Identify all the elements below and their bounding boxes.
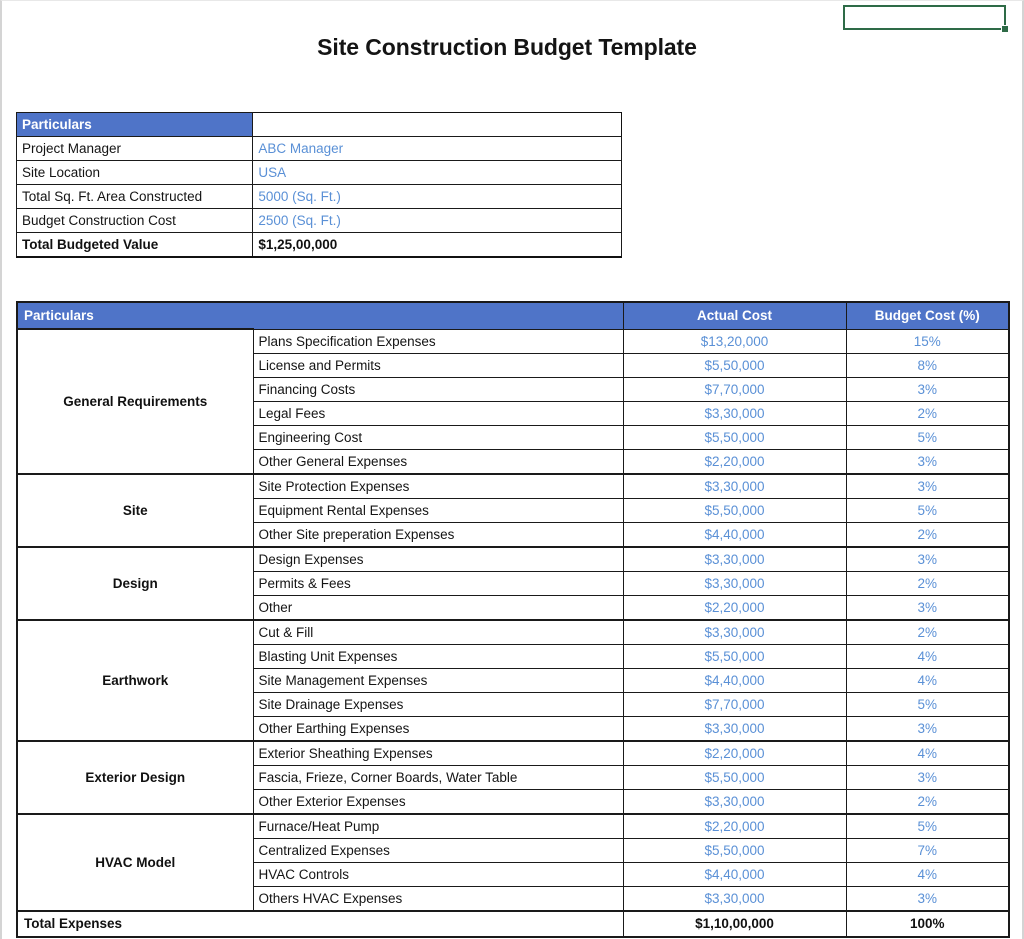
budget-cost-cell[interactable]: 5% <box>846 498 1009 522</box>
info-value-cell[interactable]: $1,25,00,000 <box>253 233 622 257</box>
actual-cost-cell[interactable]: $2,20,000 <box>623 449 846 474</box>
item-name-cell[interactable]: Site Protection Expenses <box>253 474 623 499</box>
info-label-cell[interactable]: Budget Construction Cost <box>17 209 253 233</box>
info-value-cell[interactable]: USA <box>253 161 622 185</box>
budget-cost-cell[interactable]: 3% <box>846 377 1009 401</box>
info-header-row <box>17 113 622 137</box>
table-row <box>17 329 1009 353</box>
total-budget-cost-cell[interactable]: 100% <box>846 911 1009 937</box>
item-name-cell[interactable]: Other General Expenses <box>253 449 623 474</box>
actual-cost-cell[interactable]: $3,30,000 <box>623 716 846 741</box>
group-label-cell[interactable]: Exterior Design <box>17 741 253 814</box>
info-header-particulars[interactable]: Particulars <box>17 113 253 137</box>
actual-cost-cell[interactable]: $5,50,000 <box>623 353 846 377</box>
budget-cost-cell[interactable]: 3% <box>846 765 1009 789</box>
item-name-cell[interactable]: Other Earthing Expenses <box>253 716 623 741</box>
info-table-bottom-rule <box>16 256 622 258</box>
actual-cost-cell[interactable]: $3,30,000 <box>623 474 846 499</box>
total-actual-cost-cell[interactable]: $1,10,00,000 <box>623 911 846 937</box>
budget-cost-cell[interactable]: 4% <box>846 668 1009 692</box>
actual-cost-cell[interactable]: $3,30,000 <box>623 620 846 645</box>
table-row <box>17 814 1009 839</box>
budget-breakdown-table <box>16 301 1010 938</box>
active-cell-selection[interactable] <box>843 5 1006 30</box>
budget-cost-cell[interactable]: 3% <box>846 886 1009 911</box>
info-row <box>17 137 622 161</box>
table-row <box>17 547 1009 572</box>
actual-cost-cell[interactable]: $7,70,000 <box>623 377 846 401</box>
column-header-budget-cost[interactable]: Budget Cost (%) <box>846 302 1009 329</box>
table-row <box>17 741 1009 766</box>
item-name-cell[interactable]: Other Exterior Expenses <box>253 789 623 814</box>
item-name-cell[interactable]: Financing Costs <box>253 377 623 401</box>
item-name-cell[interactable]: Design Expenses <box>253 547 623 572</box>
item-name-cell[interactable]: Equipment Rental Expenses <box>253 498 623 522</box>
item-name-cell[interactable]: Furnace/Heat Pump <box>253 814 623 839</box>
info-row <box>17 185 622 209</box>
budget-cost-cell[interactable]: 2% <box>846 571 1009 595</box>
actual-cost-cell[interactable]: $5,50,000 <box>623 498 846 522</box>
table-row <box>17 620 1009 645</box>
item-name-cell[interactable]: Other <box>253 595 623 620</box>
budget-cost-cell[interactable]: 5% <box>846 425 1009 449</box>
budget-cost-cell[interactable]: 8% <box>846 353 1009 377</box>
budget-cost-cell[interactable]: 5% <box>846 814 1009 839</box>
item-name-cell[interactable]: HVAC Controls <box>253 862 623 886</box>
info-label-cell[interactable]: Project Manager <box>17 137 253 161</box>
actual-cost-cell[interactable]: $3,30,000 <box>623 547 846 572</box>
actual-cost-cell[interactable]: $2,20,000 <box>623 595 846 620</box>
actual-cost-cell[interactable]: $3,30,000 <box>623 789 846 814</box>
group-label-cell[interactable]: HVAC Model <box>17 814 253 911</box>
actual-cost-cell[interactable]: $7,70,000 <box>623 692 846 716</box>
item-name-cell[interactable]: Legal Fees <box>253 401 623 425</box>
group-label-cell[interactable]: Earthwork <box>17 620 253 741</box>
info-value-cell[interactable]: 2500 (Sq. Ft.) <box>253 209 622 233</box>
fill-handle[interactable] <box>1001 25 1009 33</box>
item-name-cell[interactable]: Site Drainage Expenses <box>253 692 623 716</box>
actual-cost-cell[interactable]: $3,30,000 <box>623 571 846 595</box>
budget-cost-cell[interactable]: 3% <box>846 595 1009 620</box>
budget-cost-cell[interactable]: 2% <box>846 522 1009 547</box>
budget-cost-cell[interactable]: 3% <box>846 449 1009 474</box>
budget-cost-cell[interactable]: 3% <box>846 474 1009 499</box>
info-row <box>17 233 622 257</box>
item-name-cell[interactable]: Exterior Sheathing Expenses <box>253 741 623 766</box>
actual-cost-cell[interactable]: $5,50,000 <box>623 644 846 668</box>
group-label-cell[interactable]: Design <box>17 547 253 620</box>
budget-table-header-row <box>17 302 1009 329</box>
budget-cost-cell[interactable]: 2% <box>846 789 1009 814</box>
item-name-cell[interactable]: Cut & Fill <box>253 620 623 645</box>
actual-cost-cell[interactable]: $3,30,000 <box>623 886 846 911</box>
column-header-particulars[interactable]: Particulars <box>17 302 623 329</box>
actual-cost-cell[interactable]: $4,40,000 <box>623 862 846 886</box>
item-name-cell[interactable]: Other Site preperation Expenses <box>253 522 623 547</box>
budget-cost-cell[interactable]: 3% <box>846 716 1009 741</box>
total-expenses-row <box>17 911 1009 937</box>
info-label-cell[interactable]: Site Location <box>17 161 253 185</box>
info-value-cell[interactable]: ABC Manager <box>253 137 622 161</box>
budget-cost-cell[interactable]: 2% <box>846 620 1009 645</box>
actual-cost-cell[interactable]: $5,50,000 <box>623 425 846 449</box>
actual-cost-cell[interactable]: $5,50,000 <box>623 765 846 789</box>
info-row <box>17 209 622 233</box>
actual-cost-cell[interactable]: $4,40,000 <box>623 522 846 547</box>
actual-cost-cell[interactable]: $2,20,000 <box>623 814 846 839</box>
item-name-cell[interactable]: Site Management Expenses <box>253 668 623 692</box>
budget-cost-cell[interactable]: 4% <box>846 741 1009 766</box>
page-title: Site Construction Budget Template <box>317 34 697 60</box>
info-label-cell[interactable]: Total Sq. Ft. Area Constructed <box>17 185 253 209</box>
info-label-cell[interactable]: Total Budgeted Value <box>17 233 253 257</box>
budget-cost-cell[interactable]: 4% <box>846 644 1009 668</box>
total-label-cell[interactable]: Total Expenses <box>17 911 623 937</box>
item-name-cell[interactable]: Centralized Expenses <box>253 838 623 862</box>
item-name-cell[interactable]: Engineering Cost <box>253 425 623 449</box>
column-header-actual-cost[interactable]: Actual Cost <box>623 302 846 329</box>
project-info-table <box>16 112 622 257</box>
budget-cost-cell[interactable]: 3% <box>846 547 1009 572</box>
item-name-cell[interactable]: Others HVAC Expenses <box>253 886 623 911</box>
actual-cost-cell[interactable]: $13,20,000 <box>623 329 846 353</box>
actual-cost-cell[interactable]: $4,40,000 <box>623 668 846 692</box>
info-header-blank <box>253 113 622 137</box>
actual-cost-cell[interactable]: $3,30,000 <box>623 401 846 425</box>
item-name-cell[interactable]: Permits & Fees <box>253 571 623 595</box>
item-name-cell[interactable]: Blasting Unit Expenses <box>253 644 623 668</box>
table-row <box>17 474 1009 499</box>
info-row <box>17 161 622 185</box>
budget-cost-cell[interactable]: 5% <box>846 692 1009 716</box>
item-name-cell[interactable]: Fascia, Frieze, Corner Boards, Water Table <box>253 765 623 789</box>
item-name-cell[interactable]: License and Permits <box>253 353 623 377</box>
budget-cost-cell[interactable]: 2% <box>846 401 1009 425</box>
info-value-cell[interactable]: 5000 (Sq. Ft.) <box>253 185 622 209</box>
group-label-cell[interactable]: General Requirements <box>17 329 253 474</box>
budget-cost-cell[interactable]: 7% <box>846 838 1009 862</box>
actual-cost-cell[interactable]: $5,50,000 <box>623 838 846 862</box>
actual-cost-cell[interactable]: $2,20,000 <box>623 741 846 766</box>
budget-cost-cell[interactable]: 15% <box>846 329 1009 353</box>
item-name-cell[interactable]: Plans Specification Expenses <box>253 329 623 353</box>
budget-cost-cell[interactable]: 4% <box>846 862 1009 886</box>
group-label-cell[interactable]: Site <box>17 474 253 547</box>
